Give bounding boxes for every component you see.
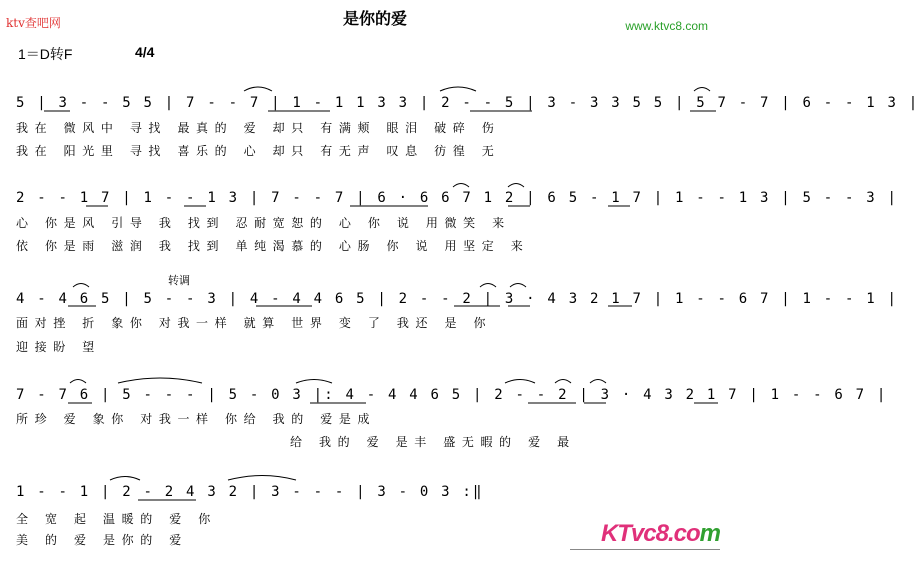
tie-arc bbox=[244, 87, 272, 91]
site-logo: KTvc8.com bbox=[600, 520, 720, 547]
system-3-lyric-2: 迎接盼 望 bbox=[16, 340, 101, 354]
system-4-lyric-2: 给 我的 爱 是丰 盛无暇的 爱 最 bbox=[290, 435, 576, 449]
system-5-notes: 1 - - 1 | 2 - 2 4 3 2 | 3 - - - | 3 - 0 3 :‖ bbox=[16, 484, 484, 500]
system-3-notes: 4 - 4 6 5 | 5 - - 3 | 4 - 4 4 6 5 | 2 - - 2 | 3 · 4 3 2 1 7 | 1 - - 6 7 | 1 - - 1 | bbox=[16, 291, 899, 307]
logo-underline bbox=[570, 549, 720, 550]
system-4-lyric-1: 所珍 爱 象你 对我一样 你给 我的 爱是成 bbox=[16, 412, 377, 426]
tie-arc bbox=[508, 184, 524, 188]
tie-arc bbox=[590, 380, 606, 384]
system-1-lyric-1: 我在 微风中 寻找 最真的 爱 却只 有满颊 眼泪 破碎 伤 bbox=[16, 121, 501, 135]
song-title: 是你的爱 bbox=[342, 9, 407, 28]
watermark-left: ktv查吧网 bbox=[6, 16, 61, 30]
tie-arc bbox=[694, 88, 710, 92]
key-signature: 1＝D转F bbox=[18, 46, 73, 62]
tie-arc bbox=[296, 380, 332, 384]
tie-arc bbox=[555, 380, 571, 384]
time-signature: 4/4 bbox=[135, 44, 155, 60]
system-2-lyric-2: 依 你是雨 滋润 我 找到 单纯渴慕的 心肠 你 说 用坚定 来 bbox=[16, 239, 530, 253]
system-3-lyric-1: 面对挫 折 象你 对我一样 就算 世界 变 了 我还 是 你 bbox=[16, 316, 493, 330]
tie-arc bbox=[510, 284, 526, 288]
tie-arc bbox=[228, 476, 296, 481]
system-2-lyric-1: 心 你是风 引导 我 找到 忍耐宽恕的 心 你 说 用微笑 来 bbox=[16, 216, 511, 230]
tie-arc bbox=[480, 284, 496, 288]
tie-arc bbox=[505, 380, 535, 384]
system-4-notes: 7 - 7 6 | 5 - - - | 5 - 0 3 |: 4 - 4 4 6 5 | 2 - - 2 | 3 · 4 3 2 1 7 | 1 - - 6 7 | bbox=[16, 387, 888, 403]
tie-arc bbox=[70, 380, 86, 384]
tie-arc bbox=[440, 87, 476, 91]
watermark-right: www.ktvc8.com bbox=[625, 19, 708, 33]
tie-arc bbox=[73, 284, 89, 288]
modulation-annotation: 转调 bbox=[168, 274, 190, 287]
system-2-notes: 2 - - 1 7 | 1 - - 1 3 | 7 - - 7 | 6 · 6 6 7 1 2 | 6 5 - 1 7 | 1 - - 1 3 | 5 - - 3 | bbox=[16, 190, 899, 206]
system-5-lyric-1: 全 宽 起 温暖的 爱 你 bbox=[16, 512, 217, 526]
tie-arc bbox=[110, 477, 140, 481]
system-1-notes: 5 | 3 - - 5 5 | 7 - - 7 | 1 - 1 1 3 3 | 2 - - 5 | 3 - 3 3 5 5 | 5 7 - 7 | 6 - - 1 3 | bbox=[16, 95, 919, 111]
system-1-lyric-2: 我在 阳光里 寻找 喜乐的 心 却只 有无声 叹息 彷徨 无 bbox=[16, 144, 501, 158]
tie-arc bbox=[118, 378, 202, 383]
system-5-lyric-2: 美 的 爱 是你的 爱 bbox=[16, 533, 188, 547]
tie-arc bbox=[453, 184, 469, 188]
